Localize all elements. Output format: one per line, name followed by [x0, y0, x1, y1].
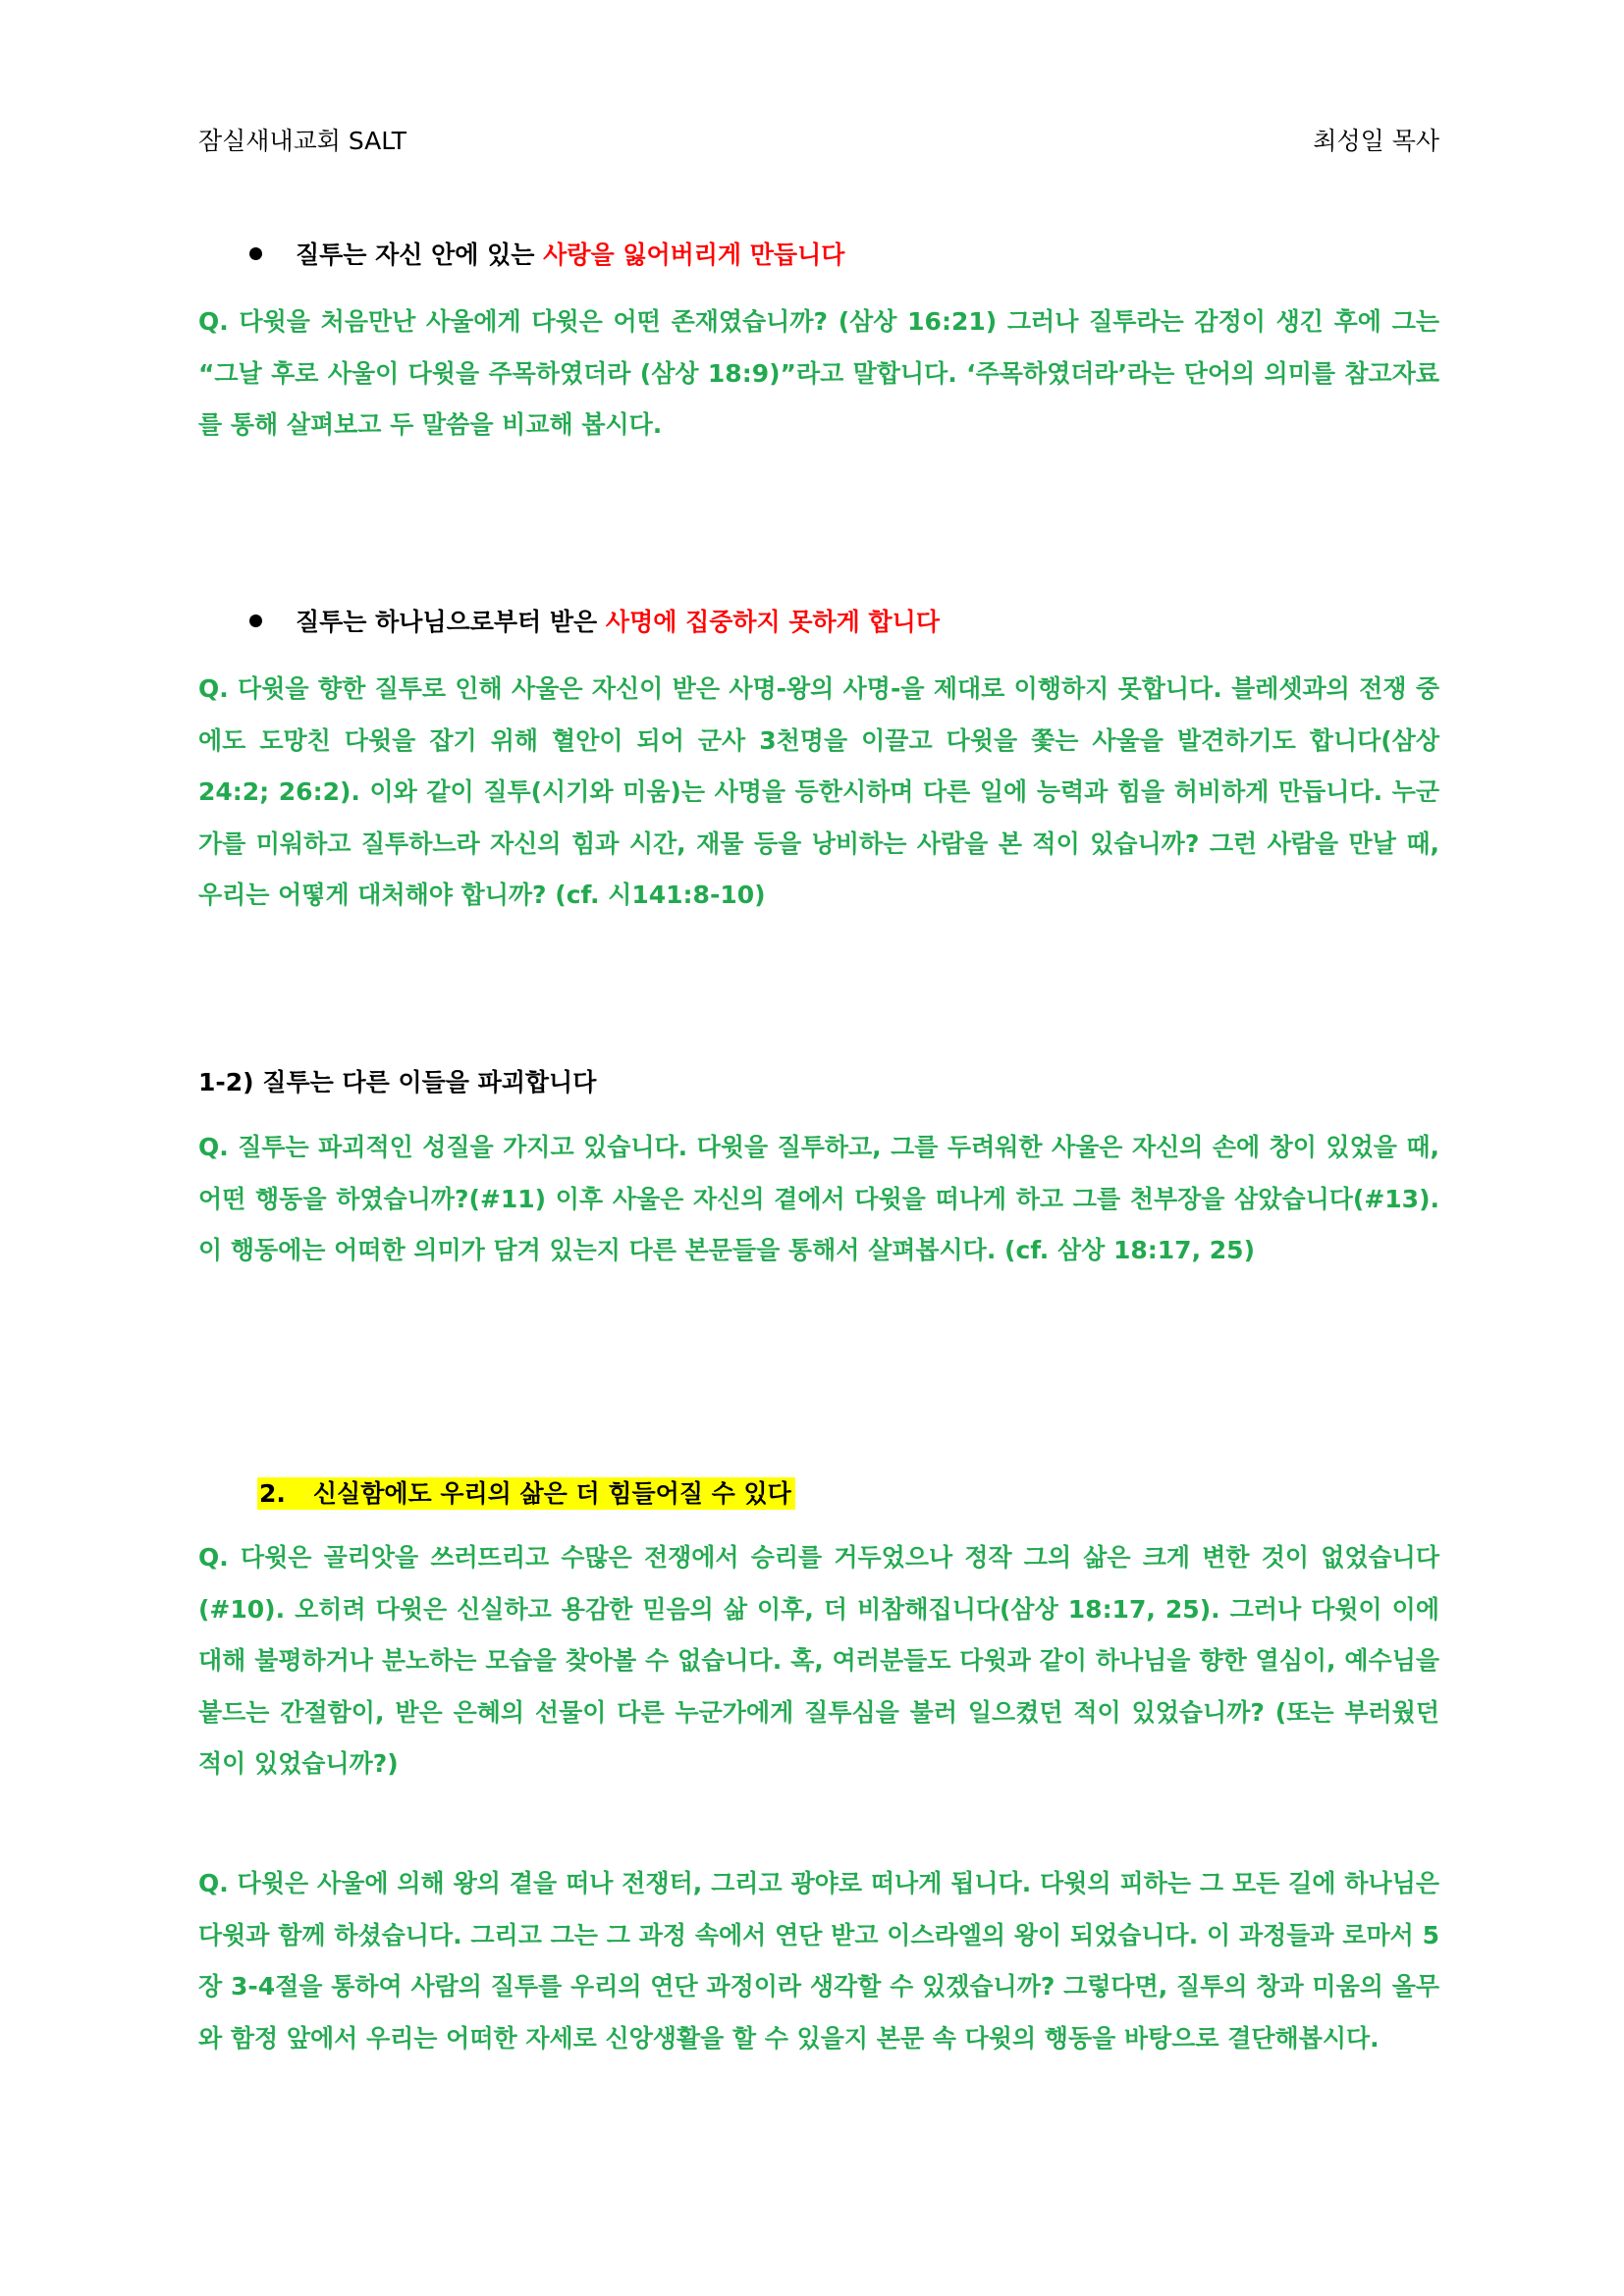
question-mission	[198, 664, 1439, 922]
question-love	[198, 296, 1439, 452]
question-faithful-1-text: Q. 다윗은 골리앗을 쓰러뜨리고 수많은 전쟁에서 승리를 거두었으나 정작 그의 삶은 크게 변한 것이 없었습니다(#10). 오히려 다윗은 신실하고 용감한 믿음의 삶 이후, 더 비참해집니다(삼상 18:17, 25). 그러나 다윗이 이에 대해 불평하거나 분노하는 모습을 찾아볼 수 없습니다. 혹, 여러분들도 다윗과 같이 하나님을 향한 열심이, 예수님을 붙드는 간절함이, 받은 은혜의 선물이 다른 누군가에게 질투심을 불러 일으켰던 적이 있었습니까? (또는 부러웠던 적이 있었습니까?)	[198, 1543, 1439, 1778]
bullet-love-text: 질투는 자신 안에 있는	[296, 240, 544, 269]
page-header	[198, 122, 1439, 161]
bullet-mission-text: 질투는 하나님으로부터 받은	[296, 608, 606, 636]
header-pastor-name: 최성일 목사	[1313, 127, 1439, 155]
bullet-love	[249, 236, 1329, 275]
bullet-love-emphasis: 사랑을 잃어버리게 만듭니다	[543, 240, 845, 269]
subheading-destroy-text: 1-2) 질투는 다른 이들을 파괴합니다	[198, 1068, 597, 1096]
question-love-text: Q. 다윗을 처음만난 사울에게 다윗은 어떤 존재였습니까? (삼상 16:21) 그러나 질투라는 감정이 생긴 후에 그는 “그날 후로 사울이 다윗을 주목하였더라 (삼상 18:9)”라고 말합니다. ‘주목하였더라’라는 단어의 의미를 참고자료를 통해 살펴보고 두 말씀을 비교해 봅시다.	[198, 307, 1439, 439]
question-faithful-2	[198, 1858, 1439, 2064]
bullet-dot-icon	[249, 614, 262, 627]
bullet-dot-icon	[249, 247, 262, 260]
bullet-mission	[249, 603, 1329, 642]
section-heading-faithful	[257, 1474, 795, 1514]
question-destroy-text: Q. 질투는 파괴적인 성질을 가지고 있습니다. 다윗을 질투하고, 그를 두려워한 사울은 자신의 손에 창이 있었을 때, 어떤 행동을 하였습니까?(#11) 이후 사울은 자신의 곁에서 다윗을 떠나게 하고 그를 천부장을 삼았습니다(#13). 이 행동에는 어떠한 의미가 담겨 있는지 다른 본문들을 통해서 살펴봅시다. (cf. 삼상 18:17, 25)	[198, 1133, 1439, 1264]
section-heading-text: 신실함에도 우리의 삶은 더 힘들어질 수 있다	[312, 1479, 791, 1508]
question-faithful-1	[198, 1532, 1439, 1790]
subheading-destroy	[198, 1063, 1439, 1102]
header-church-name: 잠실새내교회 SALT	[198, 127, 407, 155]
highlighted-heading	[257, 1477, 795, 1510]
question-faithful-2-text: Q. 다윗은 사울에 의해 왕의 곁을 떠나 전쟁터, 그리고 광야로 떠나게 됩니다. 다윗의 피하는 그 모든 길에 하나님은 다윗과 함께 하셨습니다. 그리고 그는 그 과정 속에서 연단 받고 이스라엘의 왕이 되었습니다. 이 과정들과 로마서 5장 3-4절을 통하여 사람의 질투를 우리의 연단 과정이라 생각할 수 있겠습니까? 그렇다면, 질투의 창과 미움의 올무와 함정 앞에서 우리는 어떠한 자세로 신앙생활을 할 수 있을지 본문 속 다윗의 행동을 바탕으로 결단해봅시다.	[198, 1869, 1439, 2053]
question-mission-text: Q. 다윗을 향한 질투로 인해 사울은 자신이 받은 사명-왕의 사명-을 제대로 이행하지 못합니다. 블레셋과의 전쟁 중에도 도망친 다윗을 잡기 위해 혈안이 되어 군사 3천명을 이끌고 다윗을 쫓는 사울을 발견하기도 합니다(삼상 24:2; 26:2). 이와 같이 질투(시기와 미움)는 사명을 등한시하며 다른 일에 능력과 힘을 허비하게 만듭니다. 누군가를 미워하고 질투하느라 자신의 힘과 시간, 재물 등을 낭비하는 사람을 본 적이 있습니까? 그런 사람을 만날 때, 우리는 어떻게 대처해야 합니까? (cf. 시141:8-10)	[198, 674, 1439, 909]
section-number: 2.	[259, 1479, 286, 1508]
question-destroy	[198, 1122, 1439, 1277]
bullet-mission-emphasis: 사명에 집중하지 못하게 합니다	[605, 608, 940, 636]
